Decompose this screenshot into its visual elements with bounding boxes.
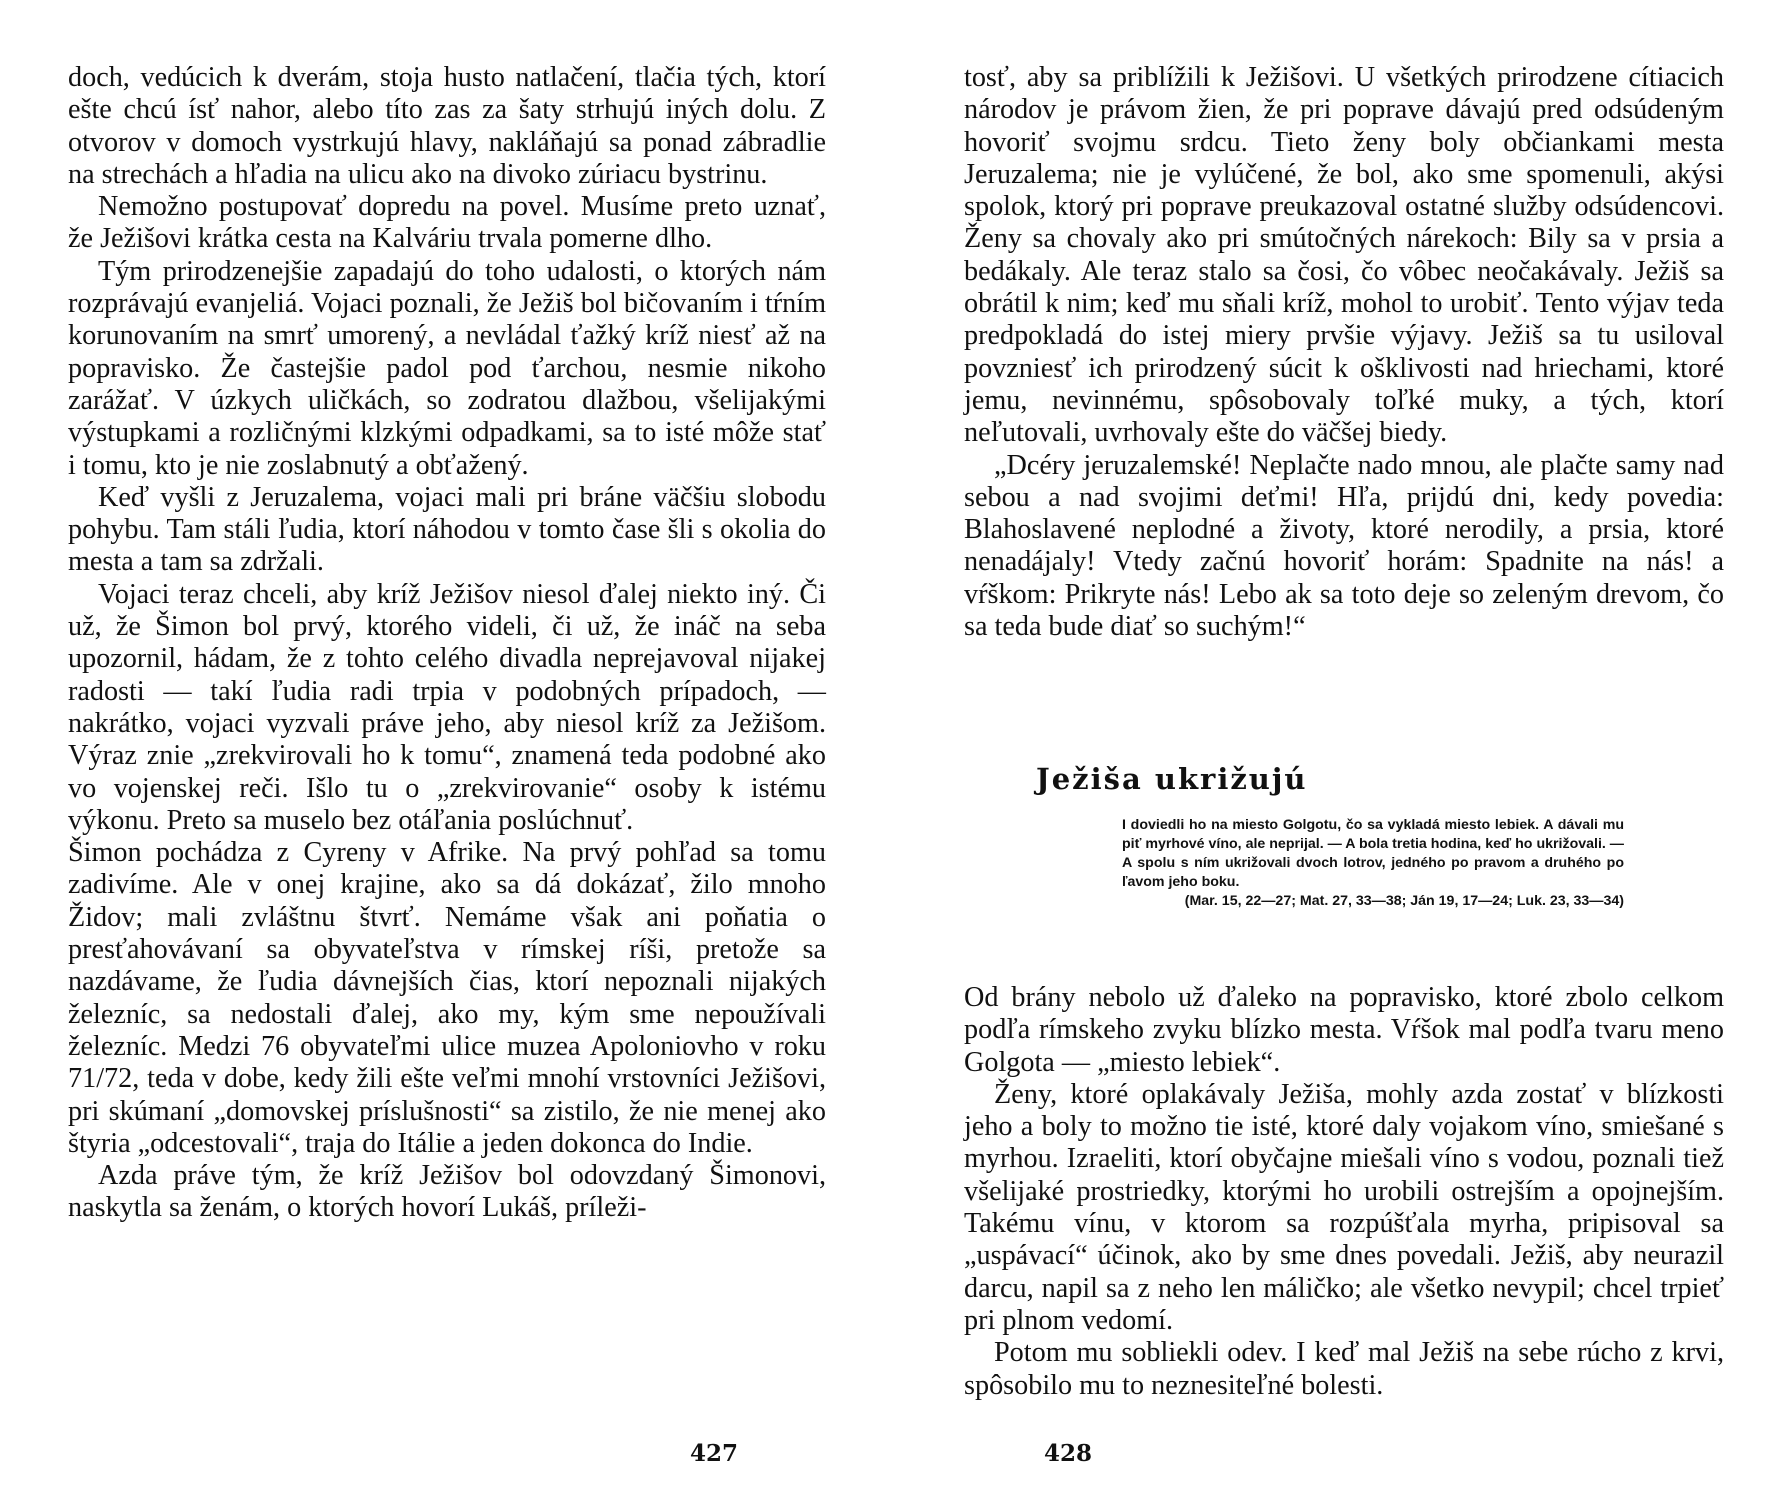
- paragraph: doch, vedúcich k dverám, stoja husto natlačení, tlačia tých, ktorí ešte chcú ísť nahor, alebo títo zas za šaty strhujú iných dolu. Z otvorov v domoch vystrkujú hlavy, nakláňajú sa ponad zábradlie na strechách a hľadia na ulicu ako na divoko zúriacu bystrinu.: [68, 62, 826, 190]
- page-number: 428: [1044, 1440, 1093, 1467]
- paragraph: Nemožno postupovať dopredu na povel. Musíme preto uznať, že Ježišovi krátka cesta na Kalváriu trvala pomerne dlho.: [68, 191, 826, 255]
- scripture-reference: (Mar. 15, 22—27; Mat. 27, 33—38; Ján 19, 17—24; Luk. 23, 33—34): [1184, 893, 1624, 909]
- right-page: [892, 0, 1784, 1500]
- paragraph: Azda práve tým, že kríž Ježišov bol odovzdaný Šimonovi, naskytla sa ženám, o ktorých hovorí Lukáš, príleži-: [68, 1160, 826, 1224]
- paragraph: Keď vyšli z Jeruzalema, vojaci mali pri bráne väčšiu slobodu pohybu. Tam stáli ľudia, ktorí náhodou v tomto čase šli s okolia do mesta a tam sa zdržali.: [68, 481, 826, 578]
- paragraph: Šimon pochádza z Cyreny v Afrike. Na prvý pohľad sa tomu zadivíme. Ale v onej krajine, ako sa dá dokázať, žilo mnoho Židov; mali zvláštnu štvrť. Nemáme však ani poňatia o presťahovávaní sa obyvateľstva v rímskej ríši, pretože sa nazdávame, že ľudia dávnejších čias, ktorí nepoznali nijakých železníc, sa nedostali ďalej, ako my, kým sme nepoužívali železníc. Medzi 76 obyvateľmi ulice muzea Apoloniovho v roku 71/72, teda v dobe, kedy žili ešte veľmi mnohí vrstovníci Ježišovi, pri skúmaní „domovskej príslušnosti“ sa zistilo, že nie menej ako štyria „odcestovali“, traja do Itálie a jeden dokonca do Indie.: [68, 837, 826, 1159]
- paragraph: tosť, aby sa priblížili k Ježišovi. U všetkých prirodzene cítiacich národov je právom žien, že pri poprave dávajú pred odsúdeným hovoriť svojmu srdcu. Tieto ženy boly občiankami mesta Jeruzalema; nie je vylúčené, že bol, ako sme spomenuli, akýsi spolok, ktorý pri poprave preukazoval ostatné služby odsúdencovi. Ženy sa chovaly ako pri smútočných nárekoch: Bily sa v prsia a bedákaly. Ale teraz stalo sa čosi, čo vôbec neočakávaly. Ježiš sa obrátil k nim; keď mu sňali kríž, mohol to urobiť. Tento výjav teda predpokladá do istej miery prvšie výjavy. Ježiš sa tu usiloval povzniesť ich prirodzený súcit k ošklivosti nad hriechami, ktoré jemu, nevinnému, spôsobovaly toľké muky, a tých, ktorí neľutovali, uvrhovaly ešte do väčšej biedy.: [964, 62, 1724, 449]
- scripture-quote: [1122, 816, 1624, 911]
- paragraph: „Dcéry jeruzalemské! Neplačte nado mnou, ale plačte samy nad sebou a nad svojimi deťmi! Hľa, prijdú dni, kedy povedia: Blahoslavené neplodné a životy, ktoré nerodily, a prsia, ktoré nenadájaly! Vtedy začnú hovoriť horám: Spadnite na nás! a vŕškom: Prikryte nás! Lebo ak sa toto deje so zeleným drevom, čo sa teda bude diať so suchým!“: [964, 449, 1724, 643]
- right-page-body-top: [964, 62, 1724, 643]
- right-page-body-bottom: [964, 982, 1724, 1402]
- page-number: 427: [690, 1440, 739, 1467]
- left-page-body: [68, 62, 826, 1225]
- scripture-text: I doviedli ho na miesto Golgotu, čo sa vykladá miesto lebiek. A dávali mu piť myrhové víno, ale neprijal. — A bola tretia hodina, keď ho ukrižovali. — A spolu s ním ukrižovali dvoch lotrov, jedného po pravom a druhého po ľavom jeho boku.: [1122, 817, 1624, 890]
- paragraph: Vojaci teraz chceli, aby kríž Ježišov niesol ďalej niekto iný. Či už, že Šimon bol prvý, ktorého videli, či už, že ináč na seba upozornil, hádam, že z tohto celého divadla neprejavoval nijakej radosti — takí ľudia radi trpia v podobných prípadoch, — nakrátko, vojaci vyzvali práve jeho, aby niesol kríž za Ježišom. Výraz znie „zrekvirovali ho k tomu“, znamená teda podobné ako vo vojenskej reči. Išlo tu o „zrekvirovanie“ osoby k istému výkonu. Preto sa muselo bez otáľania poslúchnuť.: [68, 578, 826, 836]
- paragraph: Tým prirodzenejšie zapadajú do toho udalosti, o ktorých nám rozprávajú evanjeliá. Vojaci poznali, že Ježiš bol bičovaním i tŕním korunovaním na smrť umorený, a nevládal ťažký kríž niesť až na popravisko. Že častejšie padol pod ťarchou, nesmie nikoho zarážať. V úzkych uličkách, so zodratou dlažbou, všelijakými výstupkami a rozličnými klzkými odpadkami, sa to isté môže stať i tomu, kto je nie zoslabnutý a obťažený.: [68, 255, 826, 481]
- paragraph: Od brány nebolo už ďaleko na popravisko, ktoré zbolo celkom podľa rímskeho zvyku blízko mesta. Vŕšok mal podľa tvaru meno Golgota — „miesto lebiek“.: [964, 982, 1724, 1078]
- paragraph: Ženy, ktoré oplakávaly Ježiša, mohly azda zostať v blízkosti jeho a boly to možno tie isté, ktoré daly vojakom víno, smiešané s myrhou. Izraeliti, ktorí obyčajne miešali víno s vodou, poznali tiež všelijaké prostriedky, ktorými ho urobili ostrejším a opojnejším. Takému vínu, v ktorom sa rozpúšťala myrha, pripisoval sa „uspávací“ účinok, ako by sme dnes povedali. Ježiš, aby neurazil darcu, napil sa z neho len máličko; ale všetko nevypil; chcel trpieť pri plnom vedomí.: [964, 1078, 1724, 1336]
- paragraph: Potom mu sobliekli odev. I keď mal Ježiš na sebe rúcho z krvi, spôsobilo mu to neznesiteľné bolesti.: [964, 1337, 1724, 1401]
- section-heading: Ježiša ukrižujú: [1036, 762, 1308, 796]
